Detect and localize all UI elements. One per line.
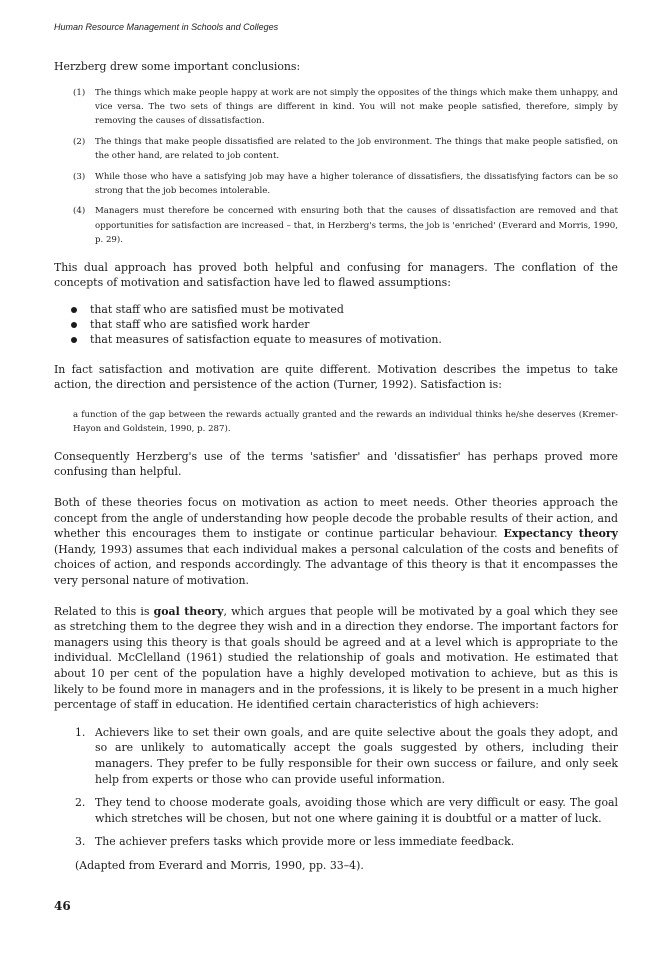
consequently-paragraph: Consequently Herzberg's use of the terms 'satisfier' and 'dissatisfier' has perhaps proved more confusing than helpful. xyxy=(54,449,618,479)
list-item: that staff who are satisfied work harder xyxy=(54,317,618,332)
intro-paragraph: Herzberg drew some important conclusions: xyxy=(54,60,301,73)
dual-approach-paragraph: This dual approach has proved both helpful and confusing for managers. The conflation of the concepts of motivation and satisfaction have led to flawed assumptions: xyxy=(54,260,618,290)
list-item: 3. The achiever prefers tasks which provide more or less immediate feedback. xyxy=(75,835,515,849)
page-number: 46 xyxy=(54,899,71,913)
list-item: that staff who are satisfied must be motivated xyxy=(54,302,618,317)
achievers-list xyxy=(54,725,618,850)
goal-theory-term: goal theory xyxy=(153,604,224,618)
book-page xyxy=(54,22,618,874)
list-item: (2) The things that make people dissatisfied are related to the job environment. The things that make people satisfied, on the other hand, are related to job content. xyxy=(73,136,618,162)
expectancy-theory-paragraph: Both of these theories focus on motivation as action to meet needs. Other theories approach the concept from the angle of understanding how people decode the probable results of their action, and whether this encourages them to instigate or continue particular behaviour. Expectancy theory (Handy, 1993) assumes that each individual makes a personal calculation of the costs and benefits of choices of action, and responds accordingly. The advantage of this theory is that it encompasses the very personal nature of motivation. xyxy=(54,496,618,587)
list-item: that measures of satisfaction equate to measures of motivation. xyxy=(54,332,618,347)
running-head: Human Resource Management in Schools and Colleges xyxy=(54,22,279,32)
list-item: 1. Achievers like to set their own goals, and are quite selective about the goals they adopt, and so are unlikely to automatically accept the goals suggested by others, including their managers. They prefer to be fully responsible for their own success or failure, and only seek help from experts or those who can provide useful information. xyxy=(75,725,618,786)
bullet-icon xyxy=(71,307,77,313)
adapted-citation: (Adapted from Everard and Morris, 1990, pp. 33–4). xyxy=(75,858,364,872)
in-fact-paragraph: In fact satisfaction and motivation are quite different. Motivation describes the impetus to take action, the direction and persistence of the action (Turner, 1992). Satisfaction is: xyxy=(54,362,618,392)
bullet-icon xyxy=(71,337,77,343)
goal-theory-paragraph: Related to this is goal theory, which argues that people will be motivated by a goal which they see as stretching them to the degree they wish and in a direction they endorse. The important factors for managers using this theory is that goals should be agreed and at a level which is appropriate to the individual. McClelland (1961) studied the relationship of goals and motivation. He estimated that about 10 per cent of the population have a highly developed motivation to achieve, but as this is likely to be found more in managers and in the professions, it is likely to be present in a much higher percentage of staff in education. He identified certain characteristics of high achievers: xyxy=(54,604,618,712)
list-item: (3) While those who have a satisfying job may have a higher tolerance of dissatisfiers, the dissatisfying factors can be so strong that the job becomes intolerable. xyxy=(73,171,618,197)
list-item: (1) The things which make people happy at work are not simply the opposites of the things which make them unhappy, and vice versa. The two sets of things are different in kind. You will not make people satisfied, therefore, simply by removing the causes of dissatisfaction. xyxy=(73,87,618,127)
expectancy-theory-term: Expectancy theory xyxy=(503,527,618,541)
list-item: 2. They tend to choose moderate goals, avoiding those which are very difficult or easy. The goal which stretches will be chosen, but not one where gaining it is doubtful or a matter of luck. xyxy=(75,796,618,825)
bullet-icon xyxy=(71,322,77,328)
block-quote: a function of the gap between the rewards actually granted and the rewards an individual thinks he/she deserves (Kremer-Hayon and Goldstein, 1990, p. 287). xyxy=(73,410,618,435)
conclusions-list xyxy=(54,86,618,248)
list-item: (4) Managers must therefore be concerned with ensuring both that the causes of dissatisfaction are removed and that opportunities for satisfaction are increased – that, in Herzberg's terms, the job is 'enriched' (Everard and Morris, 1990, p. 29). xyxy=(73,206,618,246)
assumptions-list xyxy=(54,302,618,347)
